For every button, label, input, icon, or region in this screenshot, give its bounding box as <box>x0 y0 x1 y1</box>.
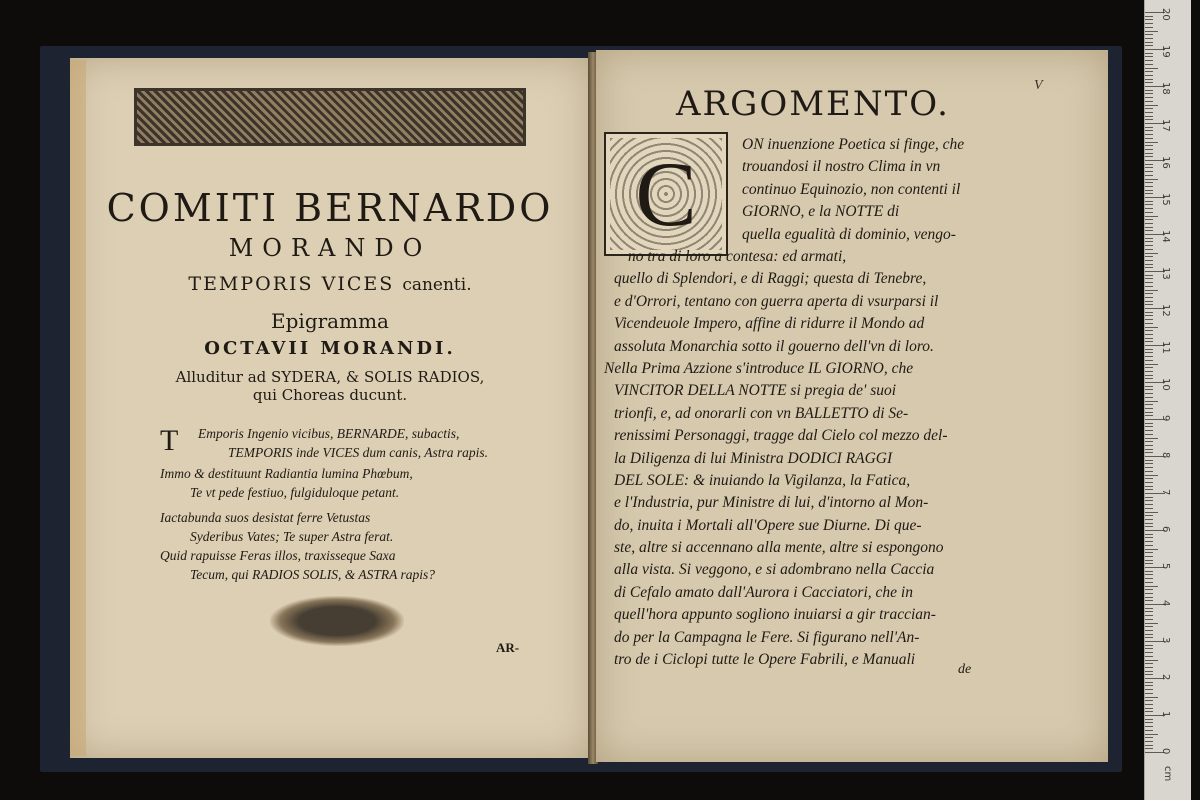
ruler-tick <box>1145 334 1153 335</box>
ruler-tick <box>1145 282 1153 283</box>
ruler-tick <box>1145 290 1158 291</box>
section-heading: ARGOMENTO. <box>676 84 950 124</box>
ruler-tick <box>1145 227 1153 228</box>
decorated-initial <box>604 132 728 256</box>
text-line: trouandosi il nostro Clima in vn <box>742 158 941 176</box>
text-line: GIORNO, e la NOTTE di <box>742 203 900 221</box>
text-line: DEL SOLE: & inuiando la Vigilanza, la Fatica, <box>614 471 911 489</box>
ruler-tick <box>1145 497 1153 498</box>
ruler-number: 16 <box>1160 156 1171 169</box>
ruler-tick <box>1145 674 1153 675</box>
ruler-tick <box>1145 471 1153 472</box>
ruler-tick <box>1145 138 1153 139</box>
ruler-tick <box>1145 245 1153 246</box>
text-line: Nella Prima Azzione s'introduce IL GIORNO, che <box>604 359 914 377</box>
ruler-tick <box>1145 504 1153 505</box>
ruler-tick <box>1145 711 1153 712</box>
ruler-number: 17 <box>1160 119 1171 132</box>
ruler-number: 2 <box>1160 674 1171 681</box>
verse-stanza <box>160 546 520 584</box>
ruler-tick <box>1145 249 1153 250</box>
ruler-tick <box>1145 256 1153 257</box>
ruler-tick <box>1145 648 1153 649</box>
ruler-tick <box>1145 748 1153 749</box>
ruler-tick <box>1145 486 1153 487</box>
ruler-number: 5 <box>1160 563 1171 570</box>
ruler-tick <box>1145 423 1153 424</box>
ruler-tick <box>1145 615 1153 616</box>
ruler-tick <box>1145 182 1153 183</box>
ruler-tick <box>1145 452 1153 453</box>
text-line: assoluta Monarchia sotto il gouerno dell'vn di loro. <box>614 337 934 355</box>
verse-line: Tecum, qui RADIOS SOLIS, & ASTRA rapis? <box>190 567 436 582</box>
ruler-tick <box>1145 412 1153 413</box>
ruler-tick <box>1145 630 1153 631</box>
verse-stanza <box>160 464 520 502</box>
ruler-tick <box>1145 519 1153 520</box>
ruler-tick <box>1145 364 1158 365</box>
ruler-tick <box>1145 574 1153 575</box>
ruler-tick <box>1145 671 1153 672</box>
ruler-tick <box>1145 90 1153 91</box>
ruler-tick <box>1145 541 1153 542</box>
ruler-tick <box>1145 304 1153 305</box>
ruler-tick <box>1145 153 1153 154</box>
ruler-tick <box>1145 27 1153 28</box>
ruler-tick <box>1145 323 1153 324</box>
ruler-tick <box>1145 327 1158 328</box>
text-line: VINCITOR DELLA NOTTE si pregia de' suoi <box>614 382 897 400</box>
ruler-tick <box>1145 201 1153 202</box>
ruler-tick <box>1145 119 1153 120</box>
text-line: ste, altre si accennano alla mente, altre si espongono <box>614 539 944 557</box>
ruler-tick <box>1145 408 1153 409</box>
subtitle-suffix: canenti. <box>402 275 472 295</box>
ruler-tick <box>1145 500 1153 501</box>
text-line: quello di Splendori, e di Raggi; questa di Tenebre, <box>614 270 927 288</box>
ruler-tick <box>1145 697 1158 698</box>
ruler-tick <box>1145 264 1153 265</box>
epigram-author: OCTAVII MORANDI. <box>204 338 456 359</box>
ruler-tick <box>1145 142 1158 143</box>
ruler-tick <box>1145 734 1158 735</box>
ruler-tick <box>1145 156 1153 157</box>
epigram-label: Epigramma <box>271 309 389 333</box>
ruler-tick <box>1145 360 1153 361</box>
ruler-tick <box>1145 34 1153 35</box>
ruler-tick <box>1145 101 1153 102</box>
ruler-tick <box>1145 430 1153 431</box>
ruler-tick <box>1145 19 1153 20</box>
ruler-tick <box>1145 79 1153 80</box>
dedication-subtitle <box>100 273 560 295</box>
ruler-tick <box>1145 623 1158 624</box>
ruler-tick <box>1145 68 1158 69</box>
ruler-tick <box>1145 149 1153 150</box>
ruler-tick <box>1145 726 1153 727</box>
ruler-tick <box>1145 722 1153 723</box>
allusion-line: Alluditur ad SYDERA, & SOLIS RADIOS, <box>175 368 485 386</box>
ruler-tick <box>1145 586 1158 587</box>
ruler-tick <box>1145 512 1158 513</box>
ruler-tick <box>1145 582 1153 583</box>
ruler-tick <box>1145 223 1153 224</box>
ruler-tick <box>1145 312 1153 313</box>
ruler-tick <box>1145 745 1153 746</box>
ruler-tick <box>1145 293 1153 294</box>
ruler-tick <box>1145 589 1153 590</box>
ruler-tick <box>1145 371 1153 372</box>
ruler-tick <box>1145 31 1158 32</box>
ruler-tick <box>1145 730 1153 731</box>
ruler-tick <box>1145 105 1158 106</box>
ruler-tick <box>1145 438 1158 439</box>
ruler-tick <box>1145 16 1153 17</box>
ruler-number: 8 <box>1160 452 1171 459</box>
ruler-number: 4 <box>1160 600 1171 607</box>
verse-initial: T <box>160 424 179 457</box>
ruler-tick <box>1145 634 1153 635</box>
text-line: no tra di loro a contesa: ed armati, <box>628 248 847 265</box>
ruler-tick <box>1145 375 1153 376</box>
ruler-unit: cm <box>1162 766 1173 782</box>
ruler-tick <box>1145 130 1153 131</box>
text-line: continuo Equinozio, non contenti il <box>742 180 961 198</box>
ruler-tick <box>1145 108 1153 109</box>
ruler-tick <box>1145 475 1158 476</box>
ruler-tick <box>1145 212 1153 213</box>
ruler-tick <box>1145 38 1153 39</box>
text-line: quella egualità di dominio, vengo- <box>742 225 956 243</box>
allusion-note <box>100 368 560 404</box>
ruler-tick <box>1145 260 1153 261</box>
measurement-ruler <box>1144 0 1191 800</box>
ruler-tick <box>1145 253 1158 254</box>
ruler-number: 20 <box>1160 8 1171 21</box>
ruler-number: 7 <box>1160 489 1171 496</box>
ruler-tick <box>1145 378 1153 379</box>
ruler-tick <box>1145 545 1153 546</box>
ruler-tick <box>1145 352 1153 353</box>
ruler-number: 15 <box>1160 193 1171 206</box>
text-line: quell'hora appunto sogliono inuiarsi a gir traccian- <box>614 606 936 624</box>
ruler-tick <box>1145 637 1153 638</box>
ruler-number: 19 <box>1160 45 1171 58</box>
ruler-tick <box>1145 608 1153 609</box>
ruler-tick <box>1145 315 1153 316</box>
ruler-tick <box>1145 208 1153 209</box>
ruler-tick <box>1145 404 1153 405</box>
verse-stanza <box>198 424 528 462</box>
ruler-tick <box>1145 53 1153 54</box>
ruler-tick <box>1145 171 1153 172</box>
ruler-number: 3 <box>1160 637 1171 644</box>
ruler-tick <box>1145 704 1153 705</box>
ruler-tick <box>1145 286 1153 287</box>
ruler-tick <box>1145 45 1153 46</box>
text-line: e d'Orrori, tentano con guerra aperta di vsurparsi il <box>614 292 939 310</box>
ruler-tick <box>1145 330 1153 331</box>
ruler-tick <box>1145 397 1153 398</box>
dedication-surname: MORANDO <box>228 234 432 262</box>
ruler-number: 0 <box>1160 748 1171 755</box>
ruler-tick <box>1145 534 1153 535</box>
tailpiece-ornament <box>270 596 404 646</box>
ruler-tick <box>1145 523 1153 524</box>
ruler-tick <box>1145 526 1153 527</box>
ruler-tick <box>1145 349 1153 350</box>
ruler-number: 11 <box>1160 341 1171 354</box>
ruler-tick <box>1145 216 1158 217</box>
ruler-tick <box>1145 445 1153 446</box>
ruler-tick <box>1145 278 1153 279</box>
ruler-tick <box>1145 663 1153 664</box>
ruler-tick <box>1145 741 1153 742</box>
verse-line: Emporis Ingenio vicibus, BERNARDE, subactis, <box>198 426 460 441</box>
ruler-tick <box>1145 204 1153 205</box>
text-line: ON inuenzione Poetica si finge, che <box>742 136 965 153</box>
ruler-tick <box>1145 619 1153 620</box>
ruler-tick <box>1145 682 1153 683</box>
dedication-title: COMITI BERNARDO <box>106 186 554 230</box>
ruler-tick <box>1145 597 1153 598</box>
ruler-tick <box>1145 190 1153 191</box>
text-line: do, inuita i Mortali all'Opere sue Diurne. Di que- <box>614 516 922 534</box>
ruler-tick <box>1145 656 1153 657</box>
ruler-tick <box>1145 737 1153 738</box>
ruler-tick <box>1145 460 1153 461</box>
ruler-tick <box>1145 127 1153 128</box>
ruler-number: 9 <box>1160 415 1171 422</box>
initial-letter: C <box>635 143 697 245</box>
ruler-tick <box>1145 563 1153 564</box>
ruler-tick <box>1145 537 1153 538</box>
verse-line: Syderibus Vates; Te super Astra ferat. <box>190 529 394 544</box>
ruler-tick <box>1145 393 1153 394</box>
ruler-tick <box>1145 23 1153 24</box>
ruler-tick <box>1145 82 1153 83</box>
verse-line: Immo & destituunt Radiantia lumina Phœbum, <box>160 466 413 481</box>
text-line: la Diligenza di lui Ministra DODICI RAGGI <box>614 449 893 467</box>
ruler-tick <box>1145 267 1153 268</box>
text-line: alla vista. Si veggono, e si adombrano nella Caccia <box>614 561 935 579</box>
ruler-tick <box>1145 230 1153 231</box>
ruler-tick <box>1145 508 1153 509</box>
ruler-tick <box>1145 652 1153 653</box>
text-line: di Cefalo amato dall'Aurora i Cacciatori, che in <box>614 583 913 601</box>
ruler-tick <box>1145 219 1153 220</box>
ruler-tick <box>1145 489 1153 490</box>
ruler-tick <box>1145 482 1153 483</box>
ruler-tick <box>1145 60 1153 61</box>
ruler-number: 18 <box>1160 82 1171 95</box>
ruler-tick <box>1145 689 1153 690</box>
verse-stanza <box>160 508 520 546</box>
ruler-tick <box>1145 179 1158 180</box>
page-edge <box>70 60 86 756</box>
text-line: renissimi Personaggi, tragge dal Cielo col mezzo del- <box>614 427 948 445</box>
ruler-tick <box>1145 708 1153 709</box>
verse-line: Iactabunda suos desistat ferre Vetustas <box>160 510 371 525</box>
ruler-tick <box>1145 578 1153 579</box>
ruler-tick <box>1145 571 1153 572</box>
ruler-tick <box>1145 515 1153 516</box>
ruler-tick <box>1145 719 1153 720</box>
ruler-tick <box>1145 600 1153 601</box>
ruler-tick <box>1145 175 1153 176</box>
ruler-tick <box>1145 75 1153 76</box>
ruler-tick <box>1145 42 1153 43</box>
text-line: Vicendeuole Impero, affine di ridurre il Mondo ad <box>614 315 925 333</box>
headpiece-ornament <box>134 88 526 146</box>
ruler-tick <box>1145 319 1153 320</box>
ruler-tick <box>1145 552 1153 553</box>
ruler-tick <box>1145 434 1153 435</box>
ruler-tick <box>1145 449 1153 450</box>
ruler-tick <box>1145 700 1153 701</box>
ruler-tick <box>1145 467 1153 468</box>
ruler-tick <box>1145 134 1153 135</box>
text-line: e l'Industria, pur Ministre di lui, d'intorno al Mon- <box>614 494 929 512</box>
ruler-tick <box>1145 693 1153 694</box>
ruler-tick <box>1145 116 1153 117</box>
text-line: do per la Campagna le Fere. Si figurano nell'An- <box>614 628 920 646</box>
ruler-tick <box>1145 611 1153 612</box>
ruler-tick <box>1145 186 1153 187</box>
ruler-tick <box>1145 297 1153 298</box>
ruler-tick <box>1145 478 1153 479</box>
ruler-tick <box>1145 238 1153 239</box>
text-body <box>604 246 948 671</box>
ruler-tick <box>1145 549 1158 550</box>
ruler-tick <box>1145 667 1153 668</box>
text-line: trionfi, e, ad onorarli con vn BALLETTO di Se- <box>614 404 909 422</box>
ruler-tick <box>1145 645 1153 646</box>
ruler-number: 10 <box>1160 378 1171 391</box>
verse-line: TEMPORIS inde VICES dum canis, Astra rapis. <box>228 445 488 460</box>
allusion-line: qui Choreas ducunt. <box>252 386 408 404</box>
ruler-tick <box>1145 164 1153 165</box>
ruler-tick <box>1145 167 1153 168</box>
ruler-tick <box>1145 367 1153 368</box>
ruler-tick <box>1145 386 1153 387</box>
ruler-tick <box>1145 341 1153 342</box>
subtitle-caps: TEMPORIS VICES <box>188 273 395 295</box>
ruler-tick <box>1145 193 1153 194</box>
folio-mark: V <box>1034 78 1043 93</box>
ruler-tick <box>1145 415 1153 416</box>
ruler-tick <box>1145 241 1153 242</box>
catchword: AR- <box>496 640 520 655</box>
text-line: tro de i Ciclopi tutte le Opere Fabrili, e Manuali <box>614 651 916 669</box>
ruler-tick <box>1145 389 1153 390</box>
ruler-tick <box>1145 145 1153 146</box>
ruler-tick <box>1145 426 1153 427</box>
verse-line: Te vt pede festiuo, fulgiduloque petant. <box>190 485 400 500</box>
ruler-tick <box>1145 560 1153 561</box>
text-beside-initial <box>742 134 964 246</box>
ruler-tick <box>1145 56 1153 57</box>
ruler-tick <box>1145 660 1158 661</box>
ruler-number: 1 <box>1160 711 1171 718</box>
ruler-tick <box>1145 685 1153 686</box>
ruler-tick <box>1145 71 1153 72</box>
ruler-tick <box>1145 401 1158 402</box>
ruler-tick <box>1145 556 1153 557</box>
ruler-number: 12 <box>1160 304 1171 317</box>
ruler-tick <box>1145 275 1153 276</box>
ruler-tick <box>1145 112 1153 113</box>
ruler-tick <box>1145 93 1153 94</box>
ruler-number: 13 <box>1160 267 1171 280</box>
verse-line: Quid rapuisse Feras illos, traxisseque Saxa <box>160 548 396 563</box>
ruler-tick <box>1145 441 1153 442</box>
ruler-tick <box>1145 463 1153 464</box>
ruler-tick <box>1145 626 1153 627</box>
ruler-tick <box>1145 356 1153 357</box>
ruler-tick <box>1145 338 1153 339</box>
ruler-tick <box>1145 97 1153 98</box>
ruler-tick <box>1145 301 1153 302</box>
ruler-number: 6 <box>1160 526 1171 533</box>
ruler-tick <box>1145 64 1153 65</box>
catchword: de <box>958 662 972 677</box>
ruler-tick <box>1145 593 1153 594</box>
ruler-number: 14 <box>1160 230 1171 243</box>
